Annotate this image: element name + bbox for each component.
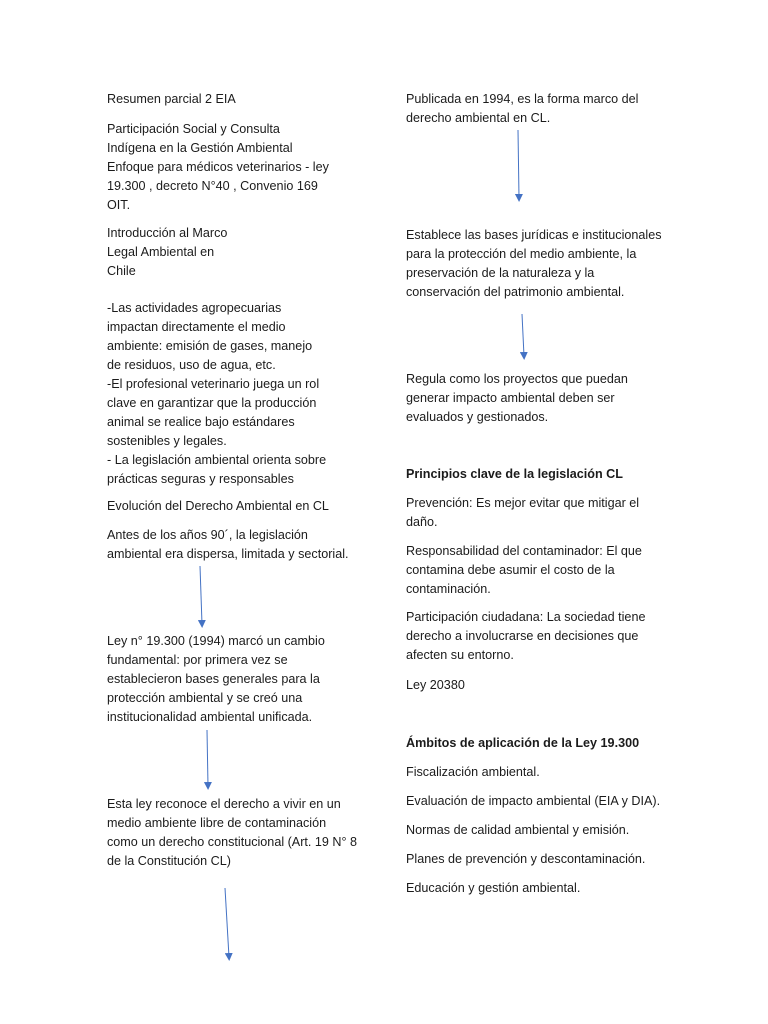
principle-item: Participación ciudadana: La sociedad tiene derecho a involucrarse en decisiones que afecten su entorno. xyxy=(406,610,646,662)
law-20380-label: Ley 20380 xyxy=(406,678,465,692)
before-90s-paragraph: Antes de los años 90´, la legislación ambiental era dispersa, limitada y sectorial. xyxy=(107,528,349,561)
scope-item: Normas de calidad ambiental y emisión. xyxy=(406,823,630,837)
law-19300-paragraph: Ley n° 19.300 (1994) marcó un cambio fundamental: por primera vez se establecieron bases generales para la protección ambiental y se creó una institucionalidad ambiental unificada. xyxy=(107,634,325,724)
arrow-down-icon xyxy=(522,314,524,356)
arrow-down-icon xyxy=(518,130,519,198)
regulates-paragraph: Regula como los proyectos que puedan generar impacto ambiental deben ser evaluados y gestionados. xyxy=(406,372,628,424)
arrow-down-icon xyxy=(225,888,229,957)
intro-points: -Las actividades agropecuarias impactan directamente el medio ambiente: emisión de gases, manejo de residuos, uso de agua, etc. -El profesional veterinario juega un rol clave en garantizar que la producción animal se realice bajo estándares sostenibles y legales. - La legislación ambiental orienta sobre prácticas seguras y responsables xyxy=(107,301,327,486)
scope-item: Planes de prevención y descontaminación. xyxy=(406,852,646,866)
intro-heading: Introducción al Marco Legal Ambiental en Chile xyxy=(107,226,228,278)
arrow-down-icon xyxy=(207,730,208,786)
document-title: Resumen parcial 2 EIA xyxy=(107,92,236,106)
scope-item: Evaluación de impacto ambiental (EIA y DIA). xyxy=(406,794,661,808)
right-to-live-paragraph: Esta ley reconoce el derecho a vivir en un medio ambiente libre de contaminación como un derecho constitucional (Art. 19 N° 8 de la Constitución CL) xyxy=(107,797,358,868)
subject-paragraph: Participación Social y Consulta Indígena en la Gestión Ambiental Enfoque para médicos veterinarios - ley 19.300 , decreto N°40 , Convenio 169 OIT. xyxy=(107,122,329,212)
scope-item: Educación y gestión ambiental. xyxy=(406,881,581,895)
scope-item: Fiscalización ambiental. xyxy=(406,765,540,779)
establishes-paragraph: Establece las bases jurídicas e institucionales para la protección del medio ambiente, la preservación de la naturaleza y la conservación del patrimonio ambiental. xyxy=(406,228,662,299)
evolution-heading: Evolución del Derecho Ambiental en CL xyxy=(107,499,329,513)
scopes-heading: Ámbitos de aplicación de la Ley 19.300 xyxy=(406,736,640,750)
principles-heading: Principios clave de la legislación CL xyxy=(406,467,623,481)
published-paragraph: Publicada en 1994, es la forma marco del derecho ambiental en CL. xyxy=(406,92,639,125)
principle-item: Prevención: Es mejor evitar que mitigar el daño. xyxy=(406,496,640,529)
principle-item: Responsabilidad del contaminador: El que contamina debe asumir el costo de la contaminación. xyxy=(406,544,642,596)
arrow-down-icon xyxy=(200,566,202,624)
